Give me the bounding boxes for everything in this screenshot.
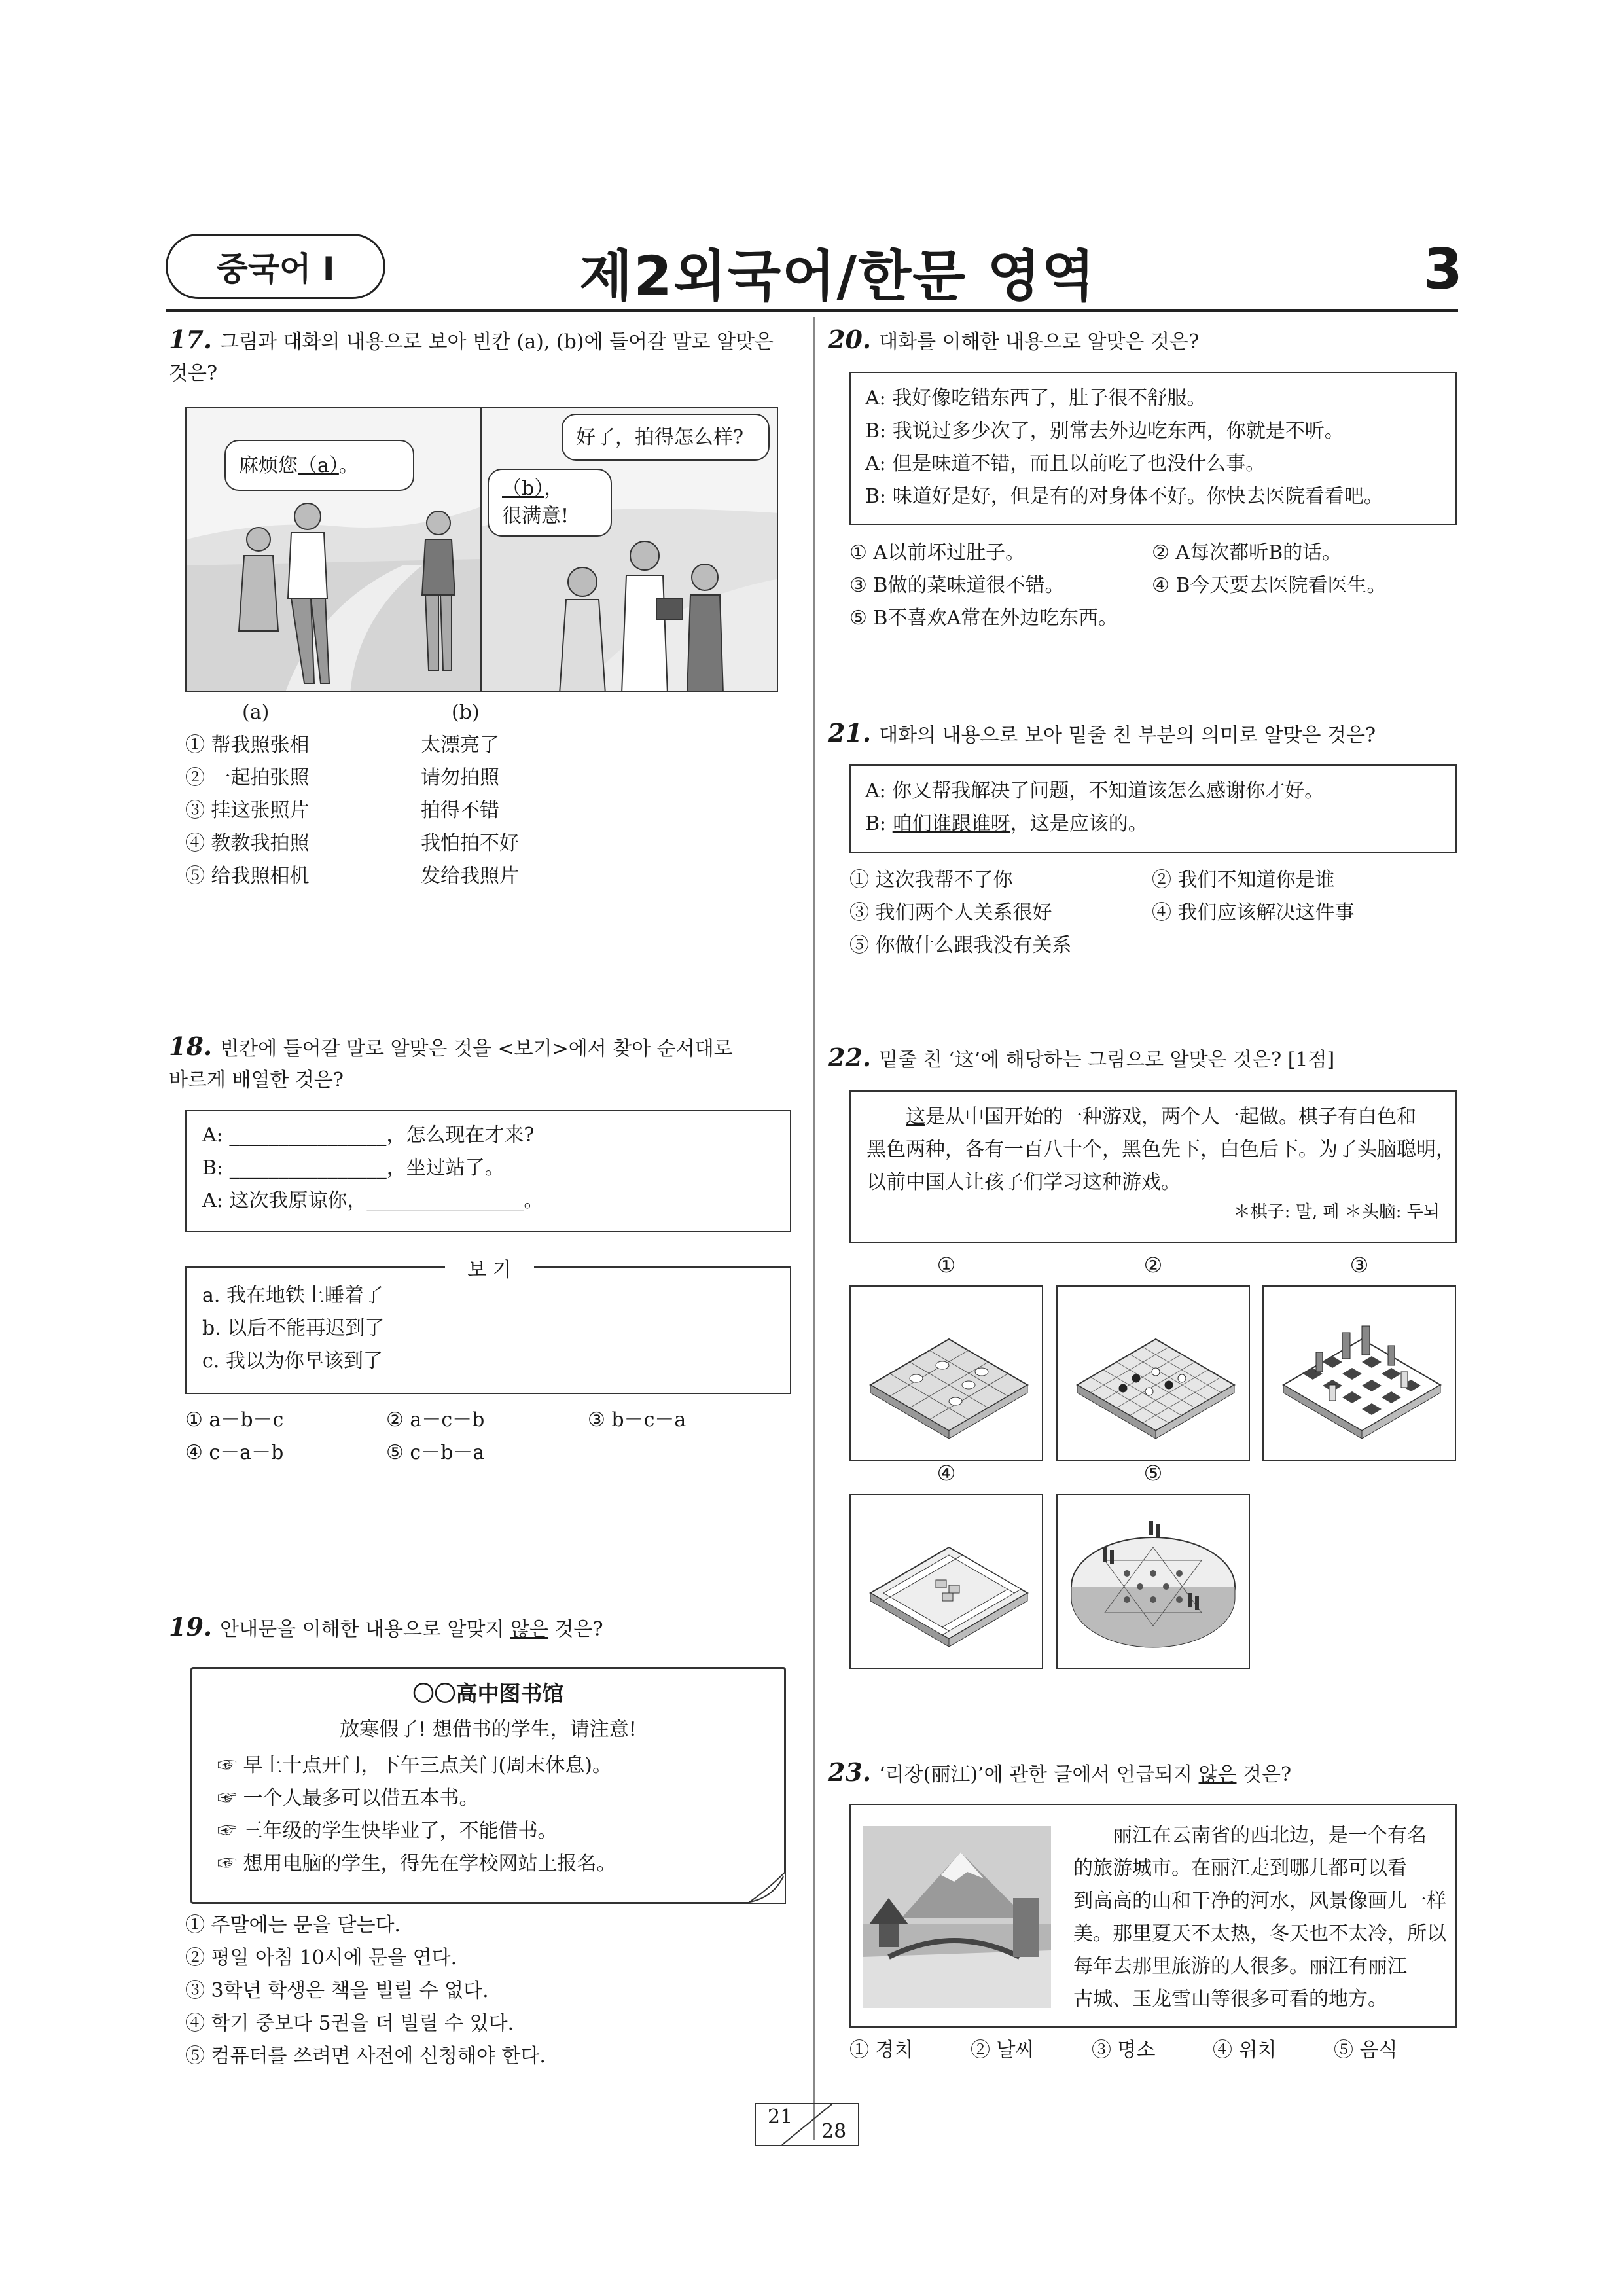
q17-option-1[interactable]: ① 帮我照张相 xyxy=(185,734,310,757)
question-19: 19. 안내문을 이해한 내용으로 알맞지 않은 것은? xyxy=(169,1612,603,1641)
q22-label-2: ② xyxy=(1143,1253,1163,1278)
q21-option-4[interactable]: ④ 我们应该解决这件事 xyxy=(1152,901,1355,924)
go-board-icon xyxy=(1058,1287,1249,1460)
question-18 xyxy=(169,1031,797,1096)
q18-option-2[interactable]: ② a－c－b xyxy=(386,1408,485,1431)
notice-item: ☞ 想用电脑的学生，得先在学校网站上报名。 xyxy=(217,1852,616,1875)
q23-option-2[interactable]: ② 날씨 xyxy=(971,2039,1035,2062)
passage-line: 这是从中国开始的一种游戏，两个人一起做。棋子有白色和 xyxy=(906,1105,1416,1128)
xiangqi-board-icon xyxy=(851,1287,1042,1460)
q21-option-2[interactable]: ② 我们不知道你是谁 xyxy=(1152,869,1335,891)
q20-option-5[interactable]: ⑤ B不喜欢A常在外边吃东西。 xyxy=(849,607,1118,630)
subject-badge: 중국어 I xyxy=(166,234,385,299)
question-21 xyxy=(828,717,1456,751)
bubble3-line2: 很满意! xyxy=(502,505,569,528)
q17-option-3-b: 拍得不错 xyxy=(421,799,499,822)
dialog-line: B: 咱们谁跟谁呀，这是应该的。 xyxy=(865,812,1148,835)
notice-item: ☞ 早上十点开门，下午三点关门(周末休息)。 xyxy=(217,1754,612,1777)
q17-option-5-b: 发给我照片 xyxy=(421,865,519,888)
q18-option-3[interactable]: ③ b－c－a xyxy=(588,1408,687,1431)
question-prompt: 밑줄 친 ‘这’에 해당하는 그림으로 알맞은 것은? [1점] xyxy=(879,1049,1335,1071)
q21-option-5[interactable]: ⑤ 你做什么跟我没有关系 xyxy=(849,934,1072,957)
question-17 xyxy=(169,324,797,389)
q20-option-2[interactable]: ② A每次都听B的话。 xyxy=(1152,541,1342,564)
question-prompt: 그림과 대화의 내용으로 보아 빈칸 (a), (b)에 들어갈 말로 알맞은 것은? xyxy=(169,331,774,385)
dialog-line-2: B: ________________，坐过站了。 xyxy=(202,1157,505,1179)
q17-option-4[interactable]: ④ 教教我拍照 xyxy=(185,832,310,855)
question-23: 23. ‘리장(丽江)’에 관한 글에서 언급되지 않은 것은? xyxy=(828,1757,1292,1787)
chinese-checkers-icon xyxy=(1058,1495,1249,1668)
column-divider xyxy=(813,317,815,2140)
bubble3-comma: ， xyxy=(544,477,564,500)
q23-passage-box xyxy=(849,1804,1457,2028)
speech-bubble-3 xyxy=(488,469,612,537)
q22-option-2-image[interactable] xyxy=(1056,1285,1250,1461)
bogi-label: 보 기 xyxy=(445,1253,534,1282)
notice-title: 〇〇高中图书馆 xyxy=(412,1681,564,1706)
bogi-item: b. 以后不能再迟到了 xyxy=(202,1317,385,1340)
header-rule xyxy=(166,309,1458,312)
speech-bubble-1 xyxy=(224,440,414,491)
q17-col-b-label: (b) xyxy=(452,701,480,724)
dialog-line: A: 你又帮我解决了问题，不知道该怎么感谢你才好。 xyxy=(865,780,1325,802)
q17-option-3[interactable]: ③ 挂这张照片 xyxy=(185,799,310,822)
q23-option-4[interactable]: ④ 위치 xyxy=(1213,2039,1277,2062)
bogi-item: a. 我在地铁上睡着了 xyxy=(202,1284,383,1307)
q21-dialog-box xyxy=(849,764,1457,853)
q22-option-4-image[interactable] xyxy=(849,1494,1043,1669)
q19-option-4[interactable]: ④ 학기 중보다 5권을 더 빌릴 수 있다. xyxy=(185,2012,514,2035)
bubble1-end: 。 xyxy=(338,454,359,477)
question-number: 22. xyxy=(828,1043,872,1072)
q18-dialog-box xyxy=(185,1110,791,1232)
footer-page-box xyxy=(755,2103,859,2146)
exam-title: 제2외국어/한문 영역 xyxy=(579,244,1096,308)
lijiang-landscape-icon xyxy=(863,1826,1051,2008)
question-prompt-line2: 바르게 배열한 것은? xyxy=(169,1069,344,1092)
q17-option-2[interactable]: ② 一起拍张照 xyxy=(185,766,310,789)
q22-label-4: ④ xyxy=(936,1461,956,1486)
passage-note: ＊棋子: 말, 폐 ＊头脑: 두뇌 xyxy=(1233,1202,1440,1222)
dialog-line: B: 我说过多少次了，别常去外边吃东西，你就是不听。 xyxy=(865,420,1344,442)
notice-item: ☞ 三年级的学生快毕业了，不能借书。 xyxy=(217,1820,558,1842)
q20-option-3[interactable]: ③ B做的菜味道很不错。 xyxy=(849,574,1065,597)
q18-option-4[interactable]: ④ c－a－b xyxy=(185,1441,284,1464)
footer-current-page: 21 xyxy=(768,2106,793,2128)
notice-subtitle: 放寒假了! 想借书的学生，请注意! xyxy=(340,1718,637,1741)
page-curl-icon xyxy=(747,1871,786,1904)
q20-dialog-box xyxy=(849,372,1457,525)
q22-option-3-image[interactable] xyxy=(1262,1285,1456,1461)
passage-line: 以前中国人让孩子们学习这种游戏。 xyxy=(866,1171,1181,1194)
mahjong-table-icon xyxy=(851,1495,1042,1668)
footer-total-pages: 28 xyxy=(821,2120,847,2143)
q21-option-3[interactable]: ③ 我们两个人关系很好 xyxy=(849,901,1052,924)
q22-label-3: ③ xyxy=(1349,1253,1369,1278)
dialog-line: A: 我好像吃错东西了，肚子很不舒服。 xyxy=(865,387,1207,410)
q17-option-2-b: 请勿拍照 xyxy=(421,766,499,789)
question-22 xyxy=(828,1042,1456,1076)
q18-option-1[interactable]: ① a－b－c xyxy=(185,1408,284,1431)
question-number: 19. xyxy=(169,1612,213,1641)
q23-option-3[interactable]: ③ 명소 xyxy=(1092,2039,1156,2062)
question-prompt: 대화의 내용으로 보아 밑줄 친 부분의 의미로 알맞은 것은? xyxy=(879,724,1376,747)
question-prompt: 대화를 이해한 내용으로 알맞은 것은? xyxy=(879,331,1200,353)
q23-option-5[interactable]: ⑤ 음식 xyxy=(1334,2039,1398,2062)
dialog-line-3: A: 这次我原谅你，________________。 xyxy=(202,1189,544,1212)
question-number: 21. xyxy=(828,718,872,747)
q19-option-2[interactable]: ② 평일 아침 10시에 문을 연다. xyxy=(185,1946,457,1969)
bubble1-blank: （a） xyxy=(298,454,339,477)
q22-option-5-image[interactable] xyxy=(1056,1494,1250,1669)
passage-line: 黑色两种，各有一百八十个，黑色先下，白色后下。为了头脑聪明， xyxy=(866,1138,1455,1161)
q22-label-1: ① xyxy=(936,1253,956,1278)
dialog-line: B: 味道好是好，但是有的对身体不好。你快去医院看看吧。 xyxy=(865,485,1383,508)
question-prompt: 빈칸에 들어갈 말로 알맞은 것을 <보기>에서 찾아 순서대로 xyxy=(220,1037,733,1060)
q17-option-5[interactable]: ⑤ 给我照相机 xyxy=(185,865,310,888)
question-number: 18. xyxy=(169,1031,213,1061)
q20-option-4[interactable]: ④ B今天要去医院看医生。 xyxy=(1152,574,1387,597)
chess-board-icon xyxy=(1264,1287,1455,1460)
q17-col-a-label: (a) xyxy=(242,701,270,724)
question-number: 20. xyxy=(828,325,872,354)
bubble1-text: 麻烦您 xyxy=(239,454,298,477)
q17-comic-illustration xyxy=(185,407,778,692)
q18-option-5[interactable]: ⑤ c－b－a xyxy=(386,1441,485,1464)
notice-item: ☞ 一个人最多可以借五本书。 xyxy=(217,1787,479,1810)
q19-option-1[interactable]: ① 주말에는 문을 닫는다. xyxy=(185,1914,401,1937)
q17-option-1-b: 太漂亮了 xyxy=(421,734,499,757)
page-number: 3 xyxy=(1423,237,1463,302)
q20-option-1[interactable]: ① A以前坏过肚子。 xyxy=(849,541,1026,564)
q19-library-notice xyxy=(190,1667,786,1904)
speech-bubble-2: 好了，拍得怎么样? xyxy=(562,414,770,461)
q17-option-4-b: 我怕拍不好 xyxy=(421,832,519,855)
q23-passage-text: 丽江在云南省的西北边，是一个有名 的旅游城市。在丽江走到哪儿都可以看 到高高的山和干净的河水，风景像画儿一样 美。那里夏天不太热，冬天也不太冷，所以 每年去那里旅游的人很多。丽江有丽江 古城、玉龙雪山等很多可看的地方。 xyxy=(1073,1824,1446,2011)
q18-bogi-box xyxy=(185,1259,791,1394)
q19-option-5[interactable]: ⑤ 컴퓨터를 쓰려면 사전에 신청해야 한다. xyxy=(185,2045,546,2068)
q21-option-1[interactable]: ① 这次我帮不了你 xyxy=(849,869,1013,891)
lijiang-photo xyxy=(863,1826,1051,2008)
q22-option-1-image[interactable] xyxy=(849,1285,1043,1461)
question-number: 23. xyxy=(828,1757,872,1787)
bogi-item: c. 我以为你早该到了 xyxy=(202,1350,383,1372)
bubble3-blank: （b） xyxy=(502,477,544,500)
q22-label-5: ⑤ xyxy=(1143,1461,1163,1486)
dialog-line-1: A: ________________，怎么现在才来? xyxy=(202,1124,535,1147)
question-20 xyxy=(828,324,1456,358)
dialog-line: A: 但是味道不错，而且以前吃了也没什么事。 xyxy=(865,452,1266,475)
q19-option-3[interactable]: ③ 3학년 학생은 책을 빌릴 수 없다. xyxy=(185,1979,489,2002)
question-number: 17. xyxy=(169,325,213,354)
q23-option-1[interactable]: ① 경치 xyxy=(849,2039,914,2062)
q22-passage-box xyxy=(849,1090,1457,1243)
